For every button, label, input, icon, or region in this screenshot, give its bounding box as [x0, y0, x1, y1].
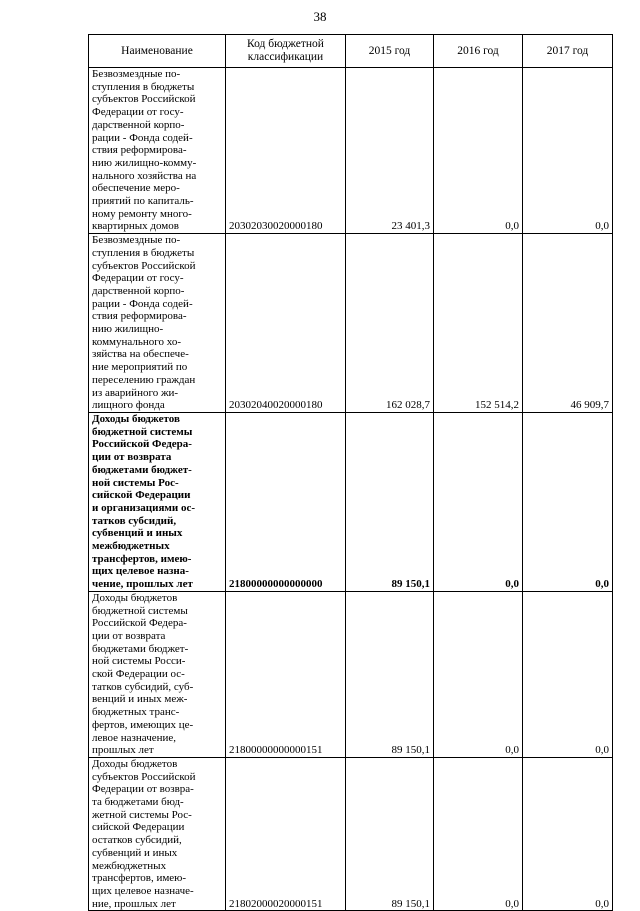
row-name: Безвозмездные по- ступления в бюджеты субъектов Российской Федерации от госу- дарственной корпо- рации - Фонда содей- ствия реформирова- нию жилищно-комму- нального хозяйства на обеспечение меро- приятий по капиталь- ному ремонту много- квартирных домов: [89, 68, 226, 234]
row-code: 20302030020000180: [226, 68, 346, 234]
row-name: Доходы бюджетов субъектов Российской Федерации от возвра- та бюджетами бюд- жетной системы Рос- сийской Федерации остатков субсидий, субвенций и иных межбюджетных трансфертов, имею- щих целевое назначе- ние, прошлых лет: [89, 757, 226, 910]
row-value-2017: 46 909,7: [523, 234, 613, 413]
row-name: Доходы бюджетов бюджетной системы Российской Федера- ции от возврата бюджетами бюджет- ной системы Росси- ской Федерации ос- татков субсидий, суб- венций и иных меж- бюджетных транс- фертов, имеющих це- левое назначение, прошлых лет: [89, 591, 226, 757]
row-value-2016: 152 514,2: [434, 234, 523, 413]
row-value-2016: 0,0: [434, 591, 523, 757]
header-year-2017: 2017 год: [523, 35, 613, 68]
row-code: 20302040020000180: [226, 234, 346, 413]
row-value-2017: 0,0: [523, 757, 613, 910]
row-code: 21802000020000151: [226, 757, 346, 910]
header-name: Наименование: [89, 35, 226, 68]
row-code: 21800000000000000: [226, 412, 346, 591]
table-row: [89, 757, 613, 910]
header-code: Код бюджетной классификации: [226, 35, 346, 68]
row-value-2015: 23 401,3: [346, 68, 434, 234]
row-value-2016: 0,0: [434, 412, 523, 591]
table-body: [89, 68, 613, 911]
row-value-2017: 0,0: [523, 591, 613, 757]
row-value-2015: 89 150,1: [346, 757, 434, 910]
row-value-2015: 89 150,1: [346, 591, 434, 757]
row-value-2015: 89 150,1: [346, 412, 434, 591]
table-row: [89, 234, 613, 413]
row-value-2016: 0,0: [434, 757, 523, 910]
page-number: 38: [313, 9, 327, 24]
table-header: [89, 35, 613, 68]
header-row: [89, 35, 613, 68]
header-year-2015: 2015 год: [346, 35, 434, 68]
row-name: Безвозмездные по- ступления в бюджеты субъектов Российской Федерации от госу- дарственной корпо- рации - Фонда содей- ствия реформирова- нию жилищно- коммунального хо- зяйства на обеспече- ние мероприятий по переселению граждан из аварийного жи- лищного фонда: [89, 234, 226, 413]
row-name: Доходы бюджетов бюджетной системы Российской Федера- ции от возврата бюджетами бюджет- ной системы Рос- сийской Федерации и организациями ос- татков субсидий, субвенций и иных межбюджетных трансфертов, имею- щих целевое назна- чение, прошлых лет: [89, 412, 226, 591]
table-row: [89, 412, 613, 591]
table-row: [89, 591, 613, 757]
row-value-2016: 0,0: [434, 68, 523, 234]
header-year-2016: 2016 год: [434, 35, 523, 68]
table-row: [89, 68, 613, 234]
row-value-2017: 0,0: [523, 68, 613, 234]
row-value-2015: 162 028,7: [346, 234, 434, 413]
row-code: 21800000000000151: [226, 591, 346, 757]
row-value-2017: 0,0: [523, 412, 613, 591]
budget-table: [88, 34, 613, 911]
